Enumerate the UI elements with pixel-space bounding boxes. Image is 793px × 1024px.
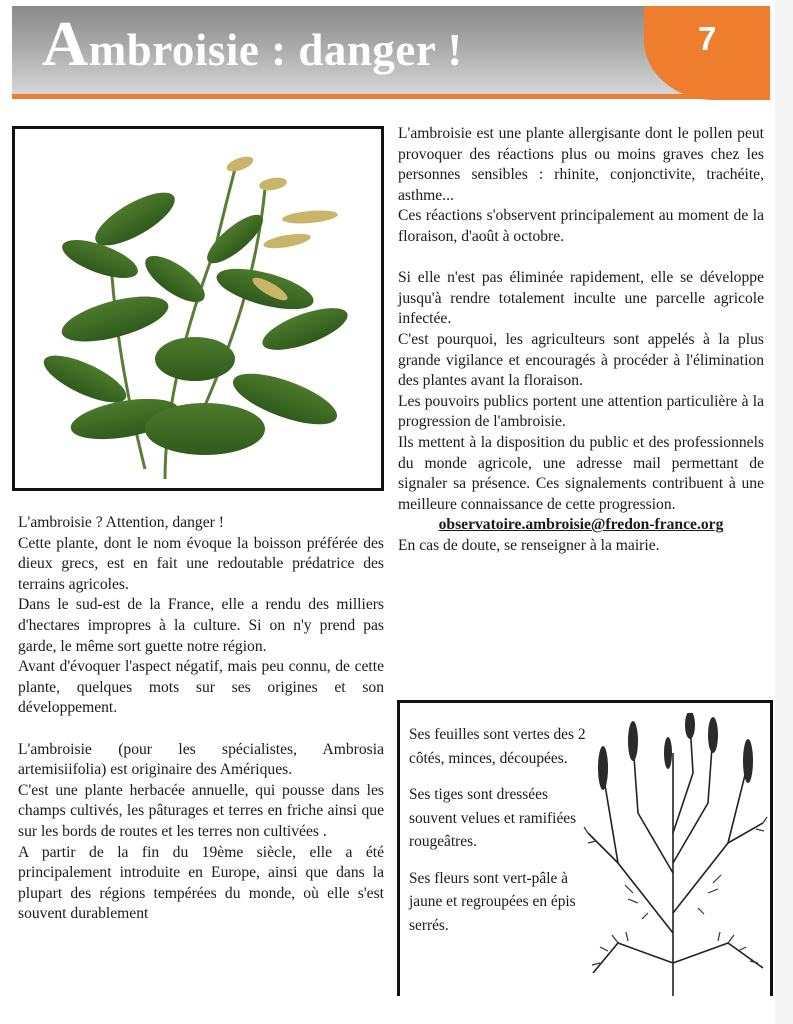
leaves-description: Ses feuilles sont vertes des 2 côtés, minces, découpées. [409, 726, 586, 767]
description-box [397, 700, 773, 1000]
page-right-margin [775, 0, 793, 1024]
flowers-description: Ses fleurs sont vert-pâle à jaune et regroupées en épis serrés. [409, 869, 576, 934]
paragraph: Dans le sud-est de la France, elle a rendu des milliers d'hectares impropres à la culture. Si on n'y prend pas garde, le même sort guette notre région. [18, 596, 384, 655]
ragweed-sketch-icon [578, 713, 773, 1000]
page-title: Ambroisie : danger ! [42, 8, 463, 79]
paragraph: Avant d'évoquer l'aspect négatif, mais peu connu, de cette plante, quelques mots sur ses origines et son développement. [18, 658, 384, 717]
paragraph: Ces réactions s'observent principalement au moment de la floraison, d'août à octobre. [398, 207, 764, 245]
ragweed-plant-photo-icon [15, 129, 381, 488]
paragraph-gap [18, 719, 384, 740]
description-text [409, 723, 595, 950]
right-column [398, 124, 764, 556]
paragraph: Si elle n'est pas éliminée rapidement, elle se développe jusqu'à rendre totalement inculte une parcelle agricole infectée. [398, 269, 764, 328]
stems-description: Ses tiges sont dressées souvent velues et ramifiées rougeâtres. [409, 786, 577, 850]
paragraph: L'ambroisie est une plante allergisante dont le pollen peut provoquer des réactions plus ou moins graves chez les personnes sensibles : rhinite, conjonctivite, trachéite, asthme... [398, 125, 764, 204]
paragraph: Ils mettent à la disposition du public et des professionnels du monde agricole, une adresse mail permettant de signaler sa présence. Ces signalements contribuent à une meilleure connaissance de cette progression. [398, 433, 764, 513]
left-column [18, 513, 384, 993]
page-number: 7 [698, 20, 717, 57]
paragraph: C'est une plante herbacée annuelle, qui pousse dans les champs cultivés, les pâturages et terres en friche ainsi que sur les bords de routes et les terres non cultivées . [18, 781, 384, 840]
page-bottom-margin [0, 996, 793, 1024]
paragraph: L'ambroisie (pour les spécialistes, Ambrosia artemisiifolia) est originaire des Amériques. [18, 740, 384, 779]
ragweed-photo [12, 126, 384, 491]
paragraph: Les pouvoirs publics portent une attention particulière à la progression de l'ambroisie. [398, 392, 764, 431]
email-link[interactable]: observatoire.ambroisie@fredon-france.org [438, 516, 724, 534]
paragraph: Cette plante, dont le nom évoque la boisson préférée des dieux grecs, est en fait une redoutable prédatrice des terrains agricoles. [18, 534, 384, 593]
footer-note: En cas de doute, se renseigner à la mairie. [398, 536, 660, 554]
paragraph: L'ambroisie ? Attention, danger ! [18, 514, 224, 531]
paragraph-gap [398, 248, 764, 269]
paragraph: A partir de la fin du 19ème siècle, elle a été principalement introduite en Europe, ainsi que dans la plupart des régions tempérées du monde, où elle s'est souvent durablement [18, 843, 384, 923]
header-accent-line [12, 94, 768, 99]
paragraph: C'est pourquoi, les agriculteurs sont appelés à la plus grande vigilance et encouragés à procéder à l'élimination des plantes avant la floraison. [398, 330, 764, 390]
